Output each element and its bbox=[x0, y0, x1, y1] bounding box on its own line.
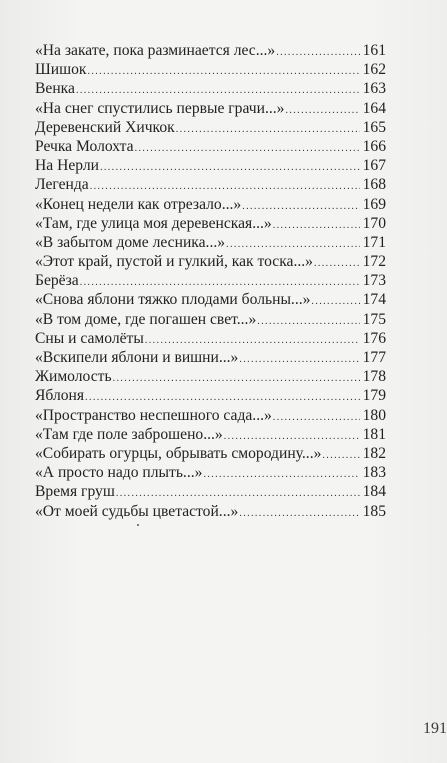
toc-entry bbox=[35, 233, 386, 252]
toc-entry bbox=[35, 329, 386, 348]
toc-entry bbox=[35, 79, 386, 98]
toc-entry bbox=[35, 386, 386, 405]
dot-leader bbox=[273, 408, 360, 427]
toc-entry-page: 168 bbox=[362, 176, 386, 194]
dot-leader bbox=[273, 216, 360, 235]
toc-entry-title: «Пространство неспешного сада...» bbox=[35, 406, 272, 424]
dot-leader bbox=[135, 139, 360, 158]
toc-entry bbox=[35, 214, 386, 233]
toc-entry-page: 181 bbox=[362, 425, 386, 443]
toc-entry-title: «Там, где улица моя деревенская...» bbox=[35, 214, 272, 232]
toc-entry bbox=[35, 425, 386, 444]
page-number: 191 bbox=[423, 720, 447, 737]
toc-entry-page: 162 bbox=[362, 61, 386, 79]
toc-entry-page: 169 bbox=[362, 195, 386, 213]
toc-entry-page: 184 bbox=[362, 483, 386, 501]
dot-leader bbox=[257, 312, 360, 331]
toc-entry-page: 174 bbox=[362, 291, 386, 309]
toc-entry-page: 183 bbox=[362, 464, 386, 482]
toc-entry bbox=[35, 252, 386, 271]
toc-entry bbox=[35, 367, 386, 386]
toc-entry-page: 161 bbox=[362, 42, 386, 59]
toc-entry-page: 163 bbox=[362, 80, 386, 98]
toc-entry-title: «Вскипели яблони и вишни...» bbox=[35, 349, 239, 366]
toc-entry-title: Жимолость bbox=[35, 368, 112, 386]
toc-entry-title: «А просто надо плыть...» bbox=[35, 464, 203, 482]
toc-entry-title: Берёза bbox=[35, 272, 79, 290]
dot-leader bbox=[311, 292, 360, 311]
toc-entry bbox=[35, 290, 386, 309]
toc-entry-page: 167 bbox=[362, 157, 386, 175]
toc-entry-title: Венка bbox=[35, 80, 75, 98]
toc-entry-title: Деревенский Хичкок bbox=[35, 118, 175, 136]
toc-entry-title: «Снова яблони тяжко плодами больны...» bbox=[35, 291, 311, 309]
toc-entry-title: «Собирать огурцы, обрывать смородину...» bbox=[35, 444, 322, 462]
toc-entry-title: «В забытом доме лесника...» bbox=[35, 233, 226, 251]
dot-leader bbox=[87, 62, 360, 81]
toc-entry-page: 178 bbox=[362, 368, 386, 386]
toc-entry-page: 185 bbox=[362, 502, 386, 520]
dot-leader bbox=[100, 158, 360, 177]
toc-entry-page: 182 bbox=[362, 444, 386, 462]
toc-entry-title: Шишок bbox=[35, 61, 87, 79]
toc-entry bbox=[35, 463, 386, 482]
toc-entry-page: 165 bbox=[362, 118, 386, 136]
dot-leader bbox=[203, 465, 360, 484]
toc-entry bbox=[35, 60, 386, 79]
toc-entry-page: 175 bbox=[362, 310, 386, 328]
toc-entry-title: «Конец недели как отрезало...» bbox=[35, 195, 242, 213]
toc-entry-page: 179 bbox=[362, 387, 386, 405]
dot-leader bbox=[276, 43, 360, 62]
toc-entry-page: 173 bbox=[362, 272, 386, 290]
toc-entry-page: 176 bbox=[362, 329, 386, 347]
toc-entry-title: «Этот край, пустой и гулкий, как тоска...» bbox=[35, 253, 313, 271]
dot-leader bbox=[239, 504, 360, 523]
table-of-contents bbox=[35, 41, 386, 521]
toc-entry-page: 170 bbox=[362, 214, 386, 232]
toc-entry bbox=[35, 41, 386, 60]
dot-leader bbox=[176, 120, 360, 139]
toc-entry bbox=[35, 271, 386, 290]
toc-entry-page: 177 bbox=[362, 349, 386, 366]
dot-leader bbox=[239, 350, 360, 369]
toc-entry-title: Сны и самолёты bbox=[35, 329, 144, 347]
toc-entry bbox=[35, 502, 386, 521]
toc-entry-title: На Нерли bbox=[35, 157, 99, 175]
toc-entry bbox=[35, 156, 386, 175]
toc-entry bbox=[35, 310, 386, 329]
toc-entry-title: Время груш bbox=[35, 483, 115, 501]
toc-entry-page: 164 bbox=[362, 99, 386, 117]
toc-entry-title: Речка Молохта bbox=[35, 137, 134, 155]
toc-entry-title: «Там где поле заброшено...» bbox=[35, 425, 223, 443]
toc-entry-title: «На снег спустились первые грачи...» bbox=[35, 99, 285, 117]
toc-entry-title: «В том доме, где погашен свет...» bbox=[35, 310, 257, 328]
toc-entry-page: 172 bbox=[362, 253, 386, 271]
toc-entry bbox=[35, 482, 386, 501]
ink-dot bbox=[137, 524, 139, 526]
toc-entry-title: «На закате, пока разминается лес...» bbox=[35, 42, 276, 59]
toc-entry-page: 171 bbox=[362, 233, 386, 251]
toc-entry bbox=[35, 444, 386, 463]
dot-leader bbox=[285, 101, 360, 120]
toc-entry bbox=[35, 118, 386, 137]
toc-entry bbox=[35, 195, 386, 214]
toc-entry-page: 166 bbox=[362, 137, 386, 155]
dot-leader bbox=[113, 369, 360, 388]
toc-entry-page: 180 bbox=[362, 406, 386, 424]
toc-entry bbox=[35, 348, 386, 367]
toc-entry bbox=[35, 175, 386, 194]
toc-entry bbox=[35, 99, 386, 118]
dot-leader bbox=[322, 446, 360, 465]
toc-entry bbox=[35, 137, 386, 156]
toc-entry-title: Яблоня bbox=[35, 387, 85, 405]
dot-leader bbox=[314, 254, 360, 273]
toc-entry bbox=[35, 406, 386, 425]
toc-entry-title: Легенда bbox=[35, 176, 89, 194]
toc-entry-title: «От моей судьбы цветастой...» bbox=[35, 502, 239, 520]
